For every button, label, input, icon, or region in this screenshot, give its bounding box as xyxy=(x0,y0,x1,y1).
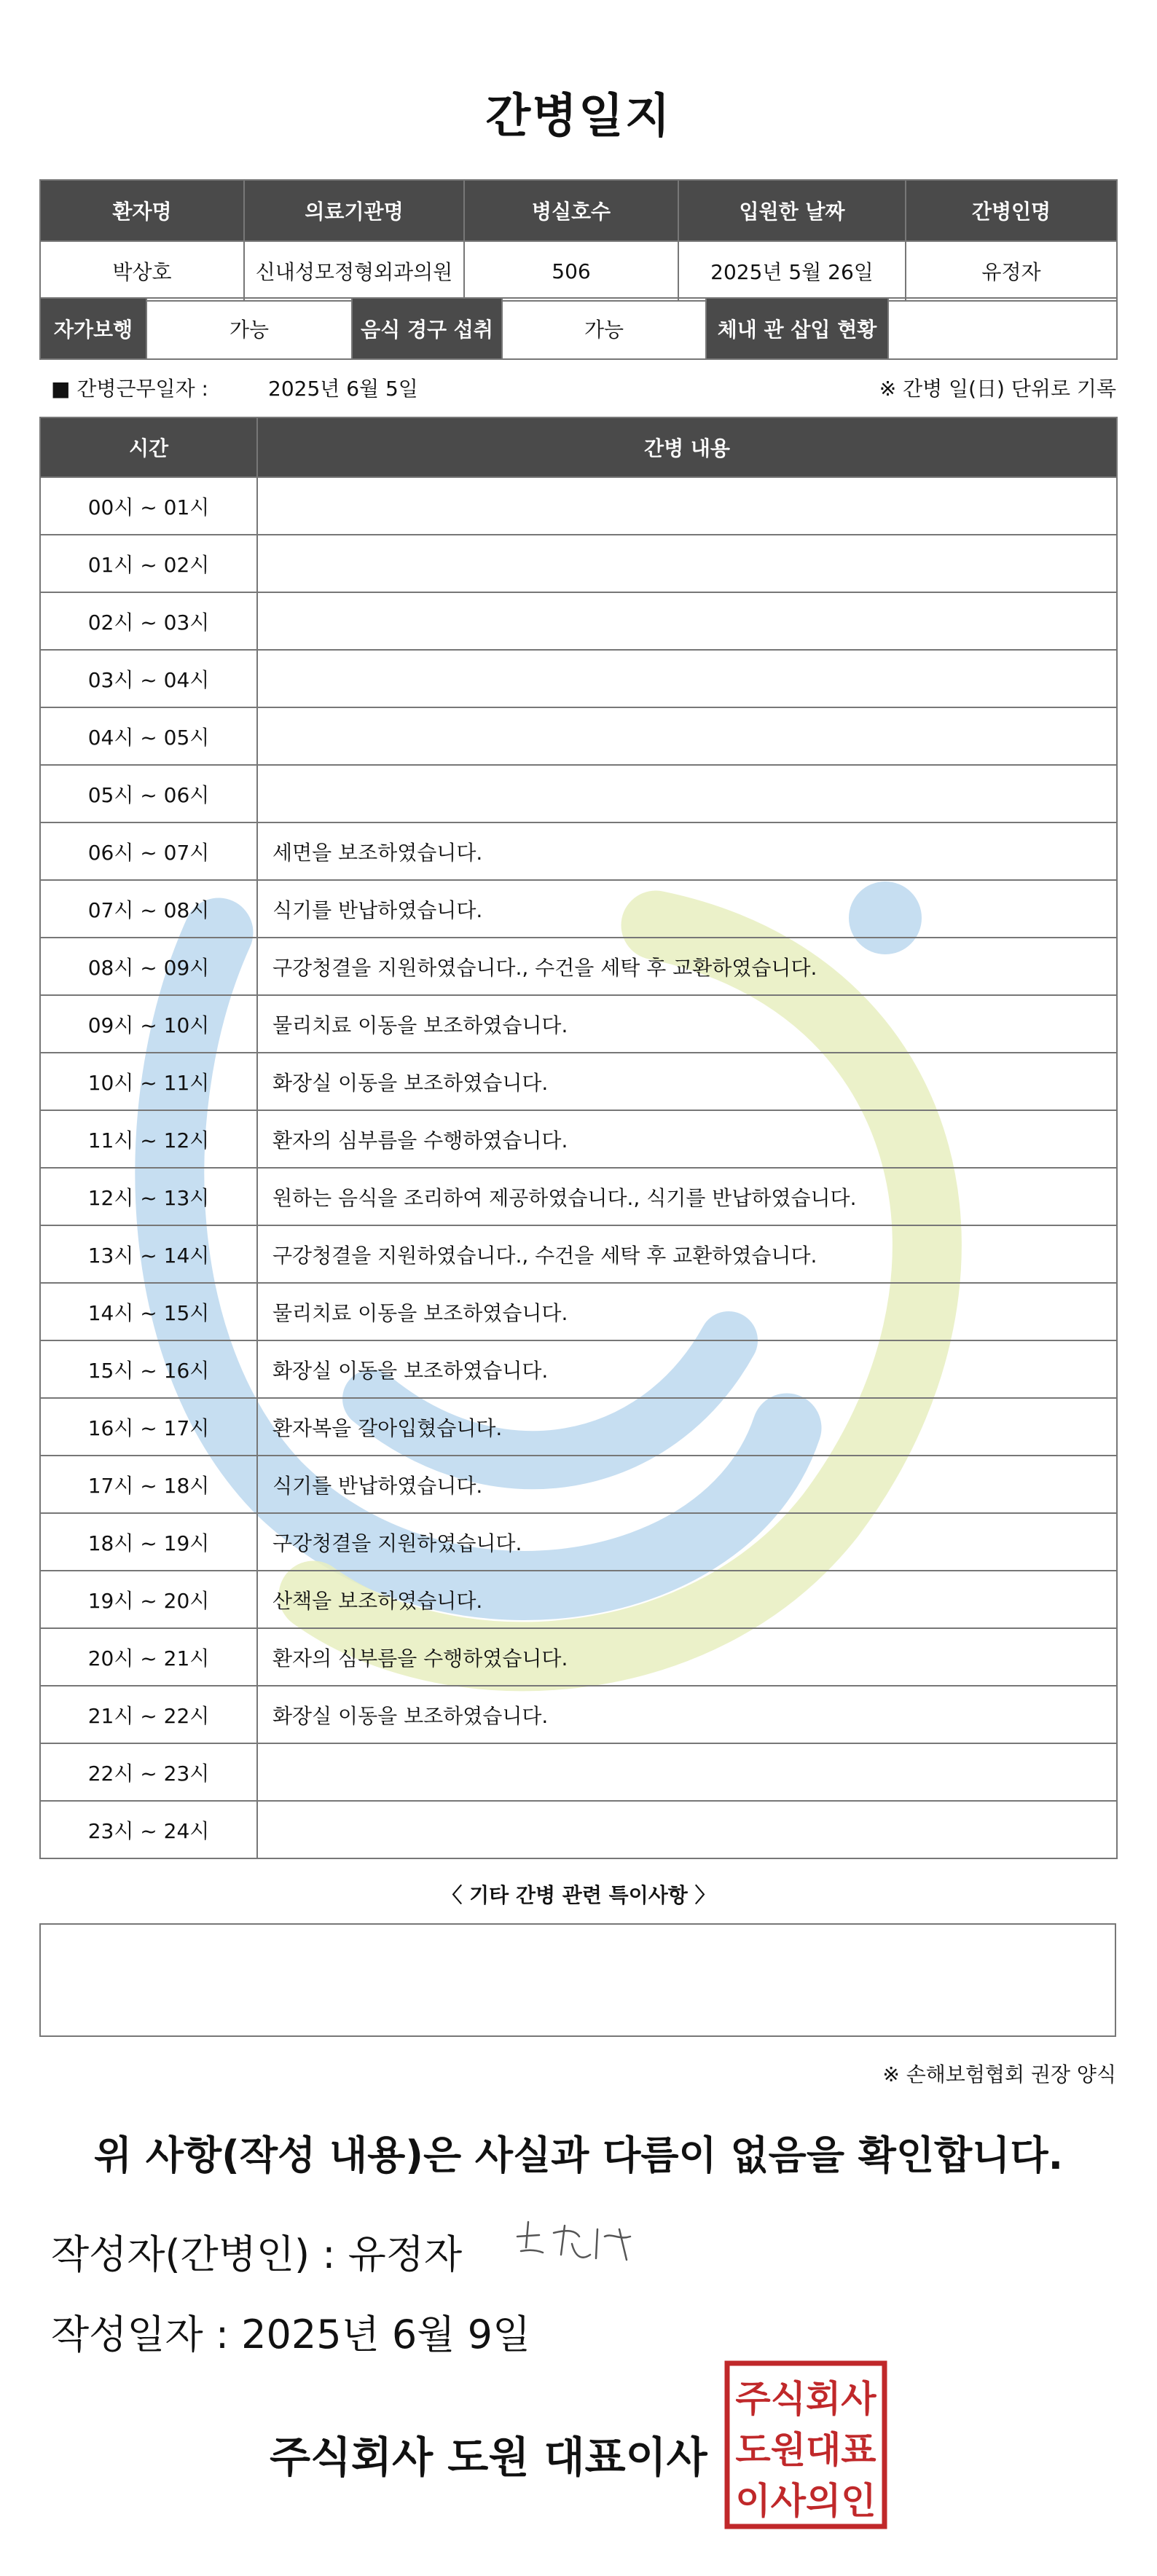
care-content: 환자의 심부름을 수행하였습니다. xyxy=(257,1628,1117,1686)
care-log-table xyxy=(39,417,1118,1859)
care-row xyxy=(40,765,1117,822)
patient-name: 박상호 xyxy=(40,241,244,301)
care-time: 20시 ~ 21시 xyxy=(40,1628,257,1686)
care-content: 원하는 음식을 조리하여 제공하였습니다., 식기를 반납하였습니다. xyxy=(257,1168,1117,1225)
header-hospital-name: 의료기관명 xyxy=(244,180,464,241)
company-representative: 주식회사 도원 대표이사 xyxy=(270,2432,707,2482)
care-time: 18시 ~ 19시 xyxy=(40,1513,257,1571)
confirmation-statement: 위 사항(작성 내용)은 사실과 다름이 없음을 확인합니다. xyxy=(93,2132,1064,2178)
care-content xyxy=(257,592,1117,650)
care-row xyxy=(40,1053,1117,1110)
care-row xyxy=(40,535,1117,592)
header-patient-name: 환자명 xyxy=(40,180,244,241)
form-source-note: ※ 손해보험협회 권장 양식 xyxy=(882,2062,1116,2086)
care-time: 23시 ~ 24시 xyxy=(40,1801,257,1858)
care-row xyxy=(40,1110,1117,1168)
care-row xyxy=(40,1340,1117,1398)
special-notes-box xyxy=(39,1923,1116,2037)
care-content: 화장실 이동을 보조하였습니다. xyxy=(257,1053,1117,1110)
care-content xyxy=(257,707,1117,765)
content-column-header: 간병 내용 xyxy=(257,417,1117,477)
care-row xyxy=(40,1168,1117,1225)
care-time: 05시 ~ 06시 xyxy=(40,765,257,822)
care-time: 13시 ~ 14시 xyxy=(40,1225,257,1283)
time-column-header: 시간 xyxy=(40,417,257,477)
care-time: 22시 ~ 23시 xyxy=(40,1743,257,1801)
care-time: 21시 ~ 22시 xyxy=(40,1686,257,1743)
care-content xyxy=(257,1801,1117,1858)
svg-text:주식회사: 주식회사 xyxy=(735,2378,876,2420)
patient-status-table xyxy=(39,297,1118,360)
care-time: 00시 ~ 01시 xyxy=(40,477,257,535)
care-time: 02시 ~ 03시 xyxy=(40,592,257,650)
room-number: 506 xyxy=(464,241,678,301)
care-time: 17시 ~ 18시 xyxy=(40,1456,257,1513)
care-content xyxy=(257,535,1117,592)
care-row xyxy=(40,707,1117,765)
care-content: 물리치료 이동을 보조하였습니다. xyxy=(257,1283,1117,1340)
care-content: 식기를 반납하였습니다. xyxy=(257,880,1117,938)
work-date-label: ■ 간병근무일자 : xyxy=(51,377,208,401)
admission-date: 2025년 5월 26일 xyxy=(678,241,906,301)
care-row xyxy=(40,1743,1117,1801)
care-time: 09시 ~ 10시 xyxy=(40,995,257,1053)
care-content: 물리치료 이동을 보조하였습니다. xyxy=(257,995,1117,1053)
company-seal-stamp xyxy=(724,2360,887,2529)
care-time: 01시 ~ 02시 xyxy=(40,535,257,592)
tube-insertion-label: 체내 관 삽입 현황 xyxy=(706,298,888,359)
care-content: 식기를 반납하였습니다. xyxy=(257,1456,1117,1513)
care-time: 19시 ~ 20시 xyxy=(40,1571,257,1628)
care-content xyxy=(257,650,1117,707)
record-unit-note: ※ 간병 일(日) 단위로 기록 xyxy=(879,377,1116,401)
care-row xyxy=(40,650,1117,707)
care-time: 06시 ~ 07시 xyxy=(40,822,257,880)
writer-line: 작성자(간병인) : 유정자 xyxy=(51,2231,463,2277)
care-time: 08시 ~ 09시 xyxy=(40,938,257,995)
handwritten-signature xyxy=(510,2215,641,2273)
care-content xyxy=(257,1743,1117,1801)
self-walk-label: 자가보행 xyxy=(40,298,146,359)
caregiver-name: 유정자 xyxy=(906,241,1117,301)
care-content: 환자복을 갈아입혔습니다. xyxy=(257,1398,1117,1456)
care-row xyxy=(40,1628,1117,1686)
care-row xyxy=(40,477,1117,535)
tube-insertion-value xyxy=(888,298,1117,359)
care-row xyxy=(40,1283,1117,1340)
special-notes-title: 〈 기타 간병 관련 특이사항 〉 xyxy=(442,1883,715,1907)
care-time: 04시 ~ 05시 xyxy=(40,707,257,765)
care-time: 15시 ~ 16시 xyxy=(40,1340,257,1398)
care-row xyxy=(40,1801,1117,1858)
care-content: 환자의 심부름을 수행하였습니다. xyxy=(257,1110,1117,1168)
header-admission-date: 입원한 날짜 xyxy=(678,180,906,241)
care-row xyxy=(40,938,1117,995)
oral-intake-value: 가능 xyxy=(502,298,706,359)
care-row xyxy=(40,995,1117,1053)
care-time: 16시 ~ 17시 xyxy=(40,1398,257,1456)
care-time: 11시 ~ 12시 xyxy=(40,1110,257,1168)
care-content: 구강청결을 지원하였습니다., 수건을 세탁 후 교환하였습니다. xyxy=(257,938,1117,995)
care-content xyxy=(257,765,1117,822)
care-time: 14시 ~ 15시 xyxy=(40,1283,257,1340)
care-row xyxy=(40,822,1117,880)
care-content: 산책을 보조하였습니다. xyxy=(257,1571,1117,1628)
care-row xyxy=(40,1571,1117,1628)
care-row xyxy=(40,1456,1117,1513)
care-content: 화장실 이동을 보조하였습니다. xyxy=(257,1340,1117,1398)
svg-text:도원대표: 도원대표 xyxy=(735,2429,876,2471)
care-content: 화장실 이동을 보조하였습니다. xyxy=(257,1686,1117,1743)
care-content: 구강청결을 지원하였습니다., 수건을 세탁 후 교환하였습니다. xyxy=(257,1225,1117,1283)
patient-info-table xyxy=(39,179,1118,302)
care-row xyxy=(40,1225,1117,1283)
svg-text:이사의인: 이사의인 xyxy=(735,2480,876,2522)
care-row xyxy=(40,592,1117,650)
header-room-number: 병실호수 xyxy=(464,180,678,241)
header-caregiver-name: 간병인명 xyxy=(906,180,1117,241)
care-content: 세면을 보조하였습니다. xyxy=(257,822,1117,880)
care-time: 07시 ~ 08시 xyxy=(40,880,257,938)
care-content xyxy=(257,477,1117,535)
care-row xyxy=(40,1398,1117,1456)
care-time: 12시 ~ 13시 xyxy=(40,1168,257,1225)
work-date: 2025년 6월 5일 xyxy=(268,377,418,401)
hospital-name: 신내성모정형외과의원 xyxy=(244,241,464,301)
care-row xyxy=(40,1686,1117,1743)
care-time: 03시 ~ 04시 xyxy=(40,650,257,707)
oral-intake-label: 음식 경구 섭취 xyxy=(352,298,502,359)
care-time: 10시 ~ 11시 xyxy=(40,1053,257,1110)
care-row xyxy=(40,1513,1117,1571)
care-row xyxy=(40,880,1117,938)
written-date-line: 작성일자 : 2025년 6월 9일 xyxy=(51,2312,531,2357)
document-title: 간병일지 xyxy=(485,90,672,144)
care-content: 구강청결을 지원하였습니다. xyxy=(257,1513,1117,1571)
self-walk-value: 가능 xyxy=(146,298,352,359)
